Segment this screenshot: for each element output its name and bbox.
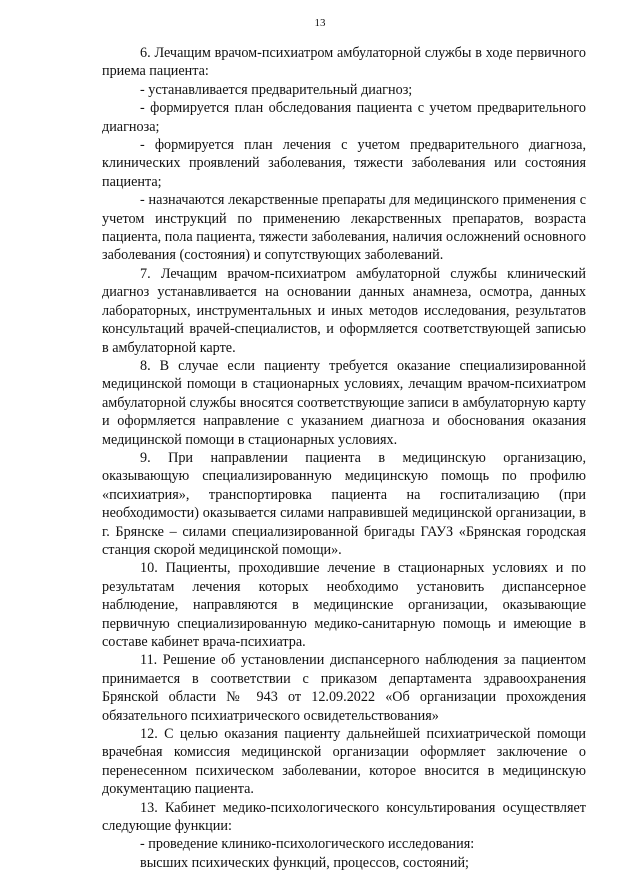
list-item-continuation: высших психических функций, процессов, состояний;: [140, 854, 469, 871]
paragraph-9: 9. При направлении пациента в медицинскую организацию, оказывающую специализированную медицинскую помощь по профилю «психиатрия», транспортировка пациента на госпитализацию (при необходимости) оказывается силами направившей медицинской организации, в г. Брянске – силами специализированной бригады ГАУЗ «Брянская городская станция скорой медицинской помощи».: [102, 449, 586, 558]
list-item-examination-plan: - формируется план обследования пациента с учетом предварительного диагноза;: [102, 100, 586, 135]
list-item-treatment-plan: - формируется план лечения с учетом предварительного диагноза, клинических проявлений заболевания, тяжести заболевания или состояния пациента;: [102, 137, 586, 190]
paragraph-7: 7. Лечащим врачом-психиатром амбулаторной службы клинический диагноз устанавливается на основании данных анамнеза, осмотра, данных лабораторных, инструментальных и иных методов исследования, результатов консультаций врачей-специалистов, и оформляется соответствующей записью в амбулаторной карте.: [102, 265, 586, 356]
paragraph-11: 11. Решение об установлении диспансерного наблюдения за пациентом принимается в соответствии с приказом департамента здравоохранения Брянской области № 943 от 12.09.2022 «Об организации прохождения обязательного психиатрического освидетельствования»: [102, 652, 586, 724]
list-item-clinical-psych-study: - проведение клинико-психологического исследования:: [140, 836, 475, 853]
paragraph-13: 13. Кабинет медико-психологического консультирования осуществляет следующие функции:: [102, 799, 586, 835]
list-item-prescriptions: - назначаются лекарственные препараты для медицинского применения с учетом инструкций по применению лекарственных препаратов, возраста пациента, пола пациента, тяжести заболевания, наличия осложнений основного заболевания (состояния) и сопутствующих заболеваний.: [102, 192, 586, 264]
page-number: 13: [314, 17, 326, 29]
paragraph-12: 12. С целью оказания пациенту дальнейшей психиатрической помощи врачебная комиссия медицинской организации оформляет заключение о перенесенном психическом заболевании, которое вносится в медицинскую документацию пациента.: [102, 726, 586, 798]
paragraph-8: 8. В случае если пациенту требуется оказание специализированной медицинской помощи в стационарных условиях, лечащим врачом-психиатром амбулаторной службы вносятся соответствующие записи в амбулаторную карту и оформляется направление с указанием диагноза и обоснования оказания медицинской помощи в стационарных условиях.: [102, 357, 586, 448]
document-body: [102, 44, 586, 872]
paragraph-6: 6. Лечащим врачом-психиатром амбулаторной службы в ходе первичного приема пациента:: [102, 45, 586, 80]
paragraph-10: 10. Пациенты, проходившие лечение в стационарных условиях и по результатам лечения которых необходимо установить диспансерное наблюдение, направляются в медицинские организации, оказывающие первичную специализированную медико-санитарную помощь и имеющие в составе кабинет врача-психиатра.: [102, 560, 586, 650]
list-item-preliminary-diagnosis: - устанавливается предварительный диагноз;: [140, 81, 413, 98]
